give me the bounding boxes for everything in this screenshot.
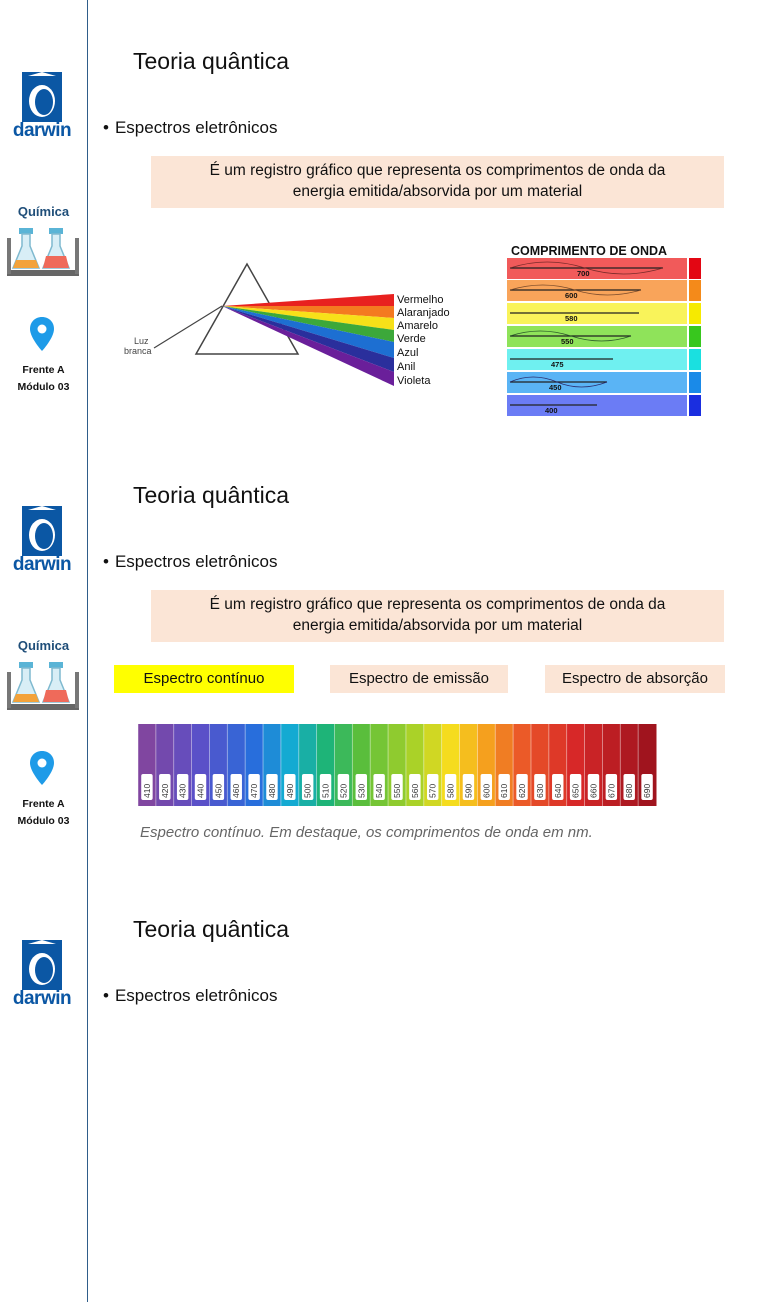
wave-row-6-swatch <box>689 372 701 393</box>
bullet-item <box>103 118 277 138</box>
wave-label-3: 580 <box>565 314 578 323</box>
definition-box <box>151 156 724 208</box>
location-pin-icon <box>29 750 55 786</box>
light-label-2: branca <box>124 346 152 356</box>
spectrum-label: 440 <box>195 783 206 798</box>
spectrum-label: 540 <box>374 783 385 798</box>
spectrum-label: 500 <box>302 783 313 798</box>
tag-espectro-absorcao: Espectro de absorção <box>545 665 725 693</box>
wave-row-3-swatch <box>689 303 701 324</box>
sidebar-divider <box>87 434 88 868</box>
sidebar-divider <box>87 0 88 434</box>
band-vermelho <box>222 294 394 306</box>
definition-line-1: É um registro gráfico que representa os comprimentos de onda da <box>209 162 666 179</box>
darwin-logo-icon <box>22 72 62 122</box>
slide-title: Teoria quântica <box>133 482 289 508</box>
spectrum-label: 410 <box>141 783 152 798</box>
spectrum-label: 570 <box>427 783 438 798</box>
wave-row-4-swatch <box>689 326 701 347</box>
spectrum-label: 430 <box>177 783 188 798</box>
wave-rows <box>507 258 701 416</box>
modulo-label: Módulo 03 <box>17 815 70 827</box>
frente-label: Frente A <box>22 798 65 810</box>
darwin-logo <box>11 506 73 578</box>
spectrum-label: 560 <box>409 783 420 798</box>
spectrum-label: 650 <box>570 783 581 798</box>
definition-line-1: É um registro gráfico que representa os comprimentos de onda da <box>209 596 666 613</box>
wave-label-6: 450 <box>549 383 562 392</box>
spectrum-label: 470 <box>249 783 260 798</box>
wave-row-1-swatch <box>689 258 701 279</box>
color-label-amarelo: Amarelo <box>397 320 438 332</box>
color-label-anil: Anil <box>397 361 416 373</box>
spectrum-label: 610 <box>499 783 510 798</box>
darwin-logo-icon <box>22 506 62 556</box>
spectrum-label: 520 <box>338 783 349 798</box>
darwin-wordmark: darwin <box>12 120 72 141</box>
wave-label-5: 475 <box>551 360 564 369</box>
bullet-dot: • <box>103 552 109 571</box>
bullet-text: Espectros eletrônicos <box>114 986 278 1005</box>
bullet-item <box>103 986 277 1006</box>
spectrum-label: 670 <box>606 783 617 798</box>
color-label-violeta: Violeta <box>397 375 431 387</box>
spectrum-label: 510 <box>320 783 331 798</box>
definition-line-2: energia emitida/absorvida por um material <box>292 617 583 634</box>
spectrum-label: 640 <box>552 783 563 798</box>
spectrum-label: 620 <box>517 783 528 798</box>
wave-label-7: 400 <box>545 406 558 415</box>
color-label-verde: Verde <box>397 333 426 345</box>
flasks-icon <box>5 660 81 714</box>
subject-label: Química <box>17 638 70 653</box>
darwin-wordmark: darwin <box>12 988 72 1009</box>
definition-line-2: energia emitida/absorvida por um material <box>292 183 583 200</box>
bullet-item <box>103 552 277 572</box>
spectrum-label: 660 <box>588 783 599 798</box>
light-label-1: Luz <box>134 336 149 346</box>
tag-espectro-continuo: Espectro contínuo <box>114 665 294 693</box>
subject-label: Química <box>17 204 70 219</box>
spectrum-label: 420 <box>159 783 170 798</box>
color-label-azul: Azul <box>397 347 419 359</box>
spectrum-label: 460 <box>231 783 242 798</box>
spectrum-label: 490 <box>284 783 295 798</box>
color-label-vermelho: Vermelho <box>397 294 444 306</box>
frente-label: Frente A <box>22 364 65 376</box>
module-info <box>0 796 87 830</box>
wave-row-2-swatch <box>689 280 701 301</box>
slide-1 <box>0 0 768 434</box>
wavelength-chart <box>507 242 701 418</box>
spectrum-label: 580 <box>445 783 456 798</box>
spectrum-caption: Espectro contínuo. Em destaque, os comprimentos de onda em nm. <box>140 824 593 841</box>
wave-label-2: 600 <box>565 291 578 300</box>
spectrum-label: 690 <box>642 783 653 798</box>
sidebar-divider <box>87 868 88 1302</box>
bullet-dot: • <box>103 118 109 137</box>
wave-row-7-swatch <box>689 395 701 416</box>
bullet-text: Espectros eletrônicos <box>114 552 278 571</box>
bullet-dot: • <box>103 986 109 1005</box>
tag-espectro-emissao: Espectro de emissão <box>330 665 508 693</box>
slide-title: Teoria quântica <box>133 916 289 942</box>
spectrum-label: 480 <box>266 783 277 798</box>
wave-label-1: 700 <box>577 269 590 278</box>
spectrum-label: 550 <box>392 783 402 798</box>
slide-3 <box>0 868 768 1302</box>
spectrum-label: 450 <box>213 783 224 798</box>
module-info <box>0 362 87 396</box>
spectrum-label: 680 <box>624 783 635 798</box>
modulo-label: Módulo 03 <box>17 381 70 393</box>
darwin-logo <box>11 940 73 1012</box>
definition-box <box>151 590 724 642</box>
spectrum-label: 600 <box>481 783 492 798</box>
location-pin-icon <box>29 316 55 352</box>
bullet-text: Espectros eletrônicos <box>114 118 278 137</box>
wave-label-4: 550 <box>561 337 574 346</box>
spectrum-label: 630 <box>534 783 545 798</box>
wave-row-5-swatch <box>689 349 701 370</box>
flasks-icon <box>5 226 81 280</box>
spectrum-label: 590 <box>463 783 474 798</box>
spectrum-label: 530 <box>356 783 367 798</box>
wavelength-chart-title: COMPRIMENTO DE ONDA <box>511 244 668 258</box>
color-label-alaranjado: Alaranjado <box>397 307 450 319</box>
darwin-logo <box>11 72 73 144</box>
darwin-wordmark: darwin <box>12 554 72 575</box>
continuous-spectrum <box>138 724 656 806</box>
prism-dispersion-diagram <box>114 258 450 398</box>
slide-title: Teoria quântica <box>133 48 289 74</box>
darwin-logo-icon <box>22 940 62 990</box>
